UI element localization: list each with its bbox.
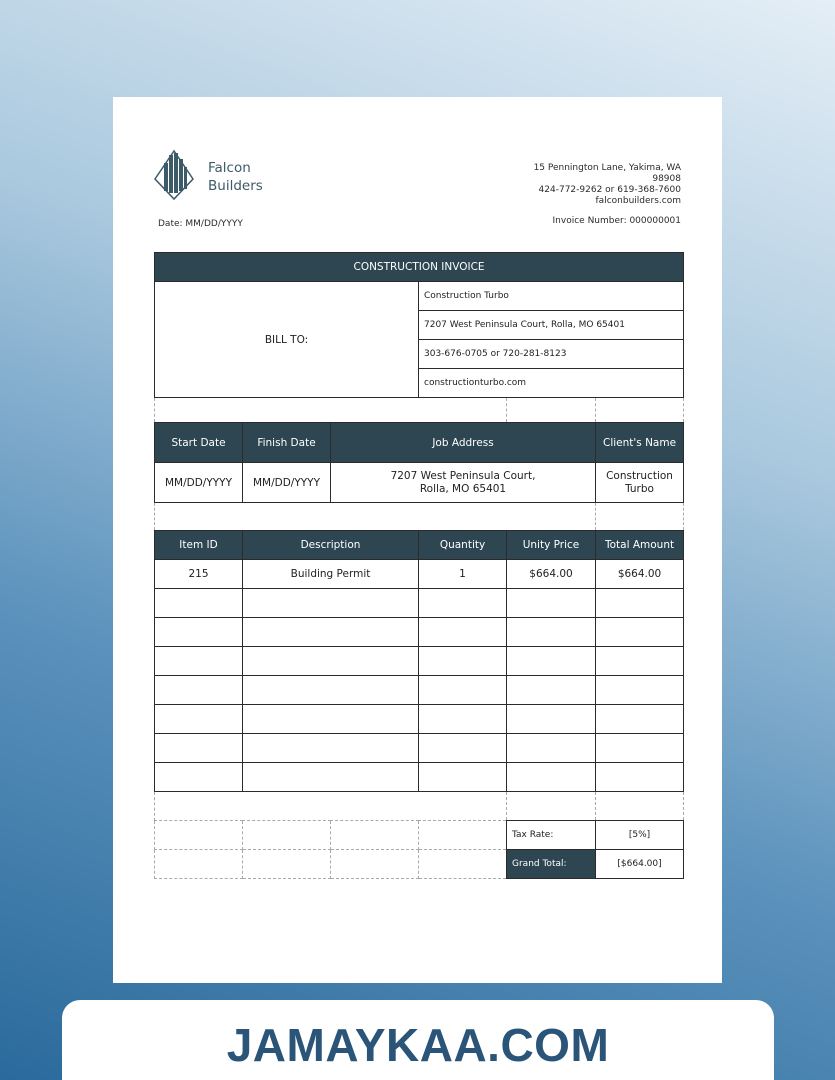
spacer-cell <box>155 850 243 879</box>
total-amount-header: Total Amount <box>596 531 684 560</box>
phone: 424-772-9262 or 619-368-7600 <box>538 185 681 195</box>
company-name-line1: Falcon <box>208 160 251 176</box>
empty-cell <box>243 676 419 705</box>
start-date-value: MM/DD/YYYY <box>155 463 243 503</box>
company-name-line2: Builders <box>208 178 263 194</box>
empty-cell <box>596 647 684 676</box>
bill-to-label: BILL TO: <box>155 282 419 398</box>
empty-cell <box>243 618 419 647</box>
invoice-date: Date: MM/DD/YYYY <box>158 219 243 229</box>
spacer-cell <box>596 503 684 531</box>
empty-cell <box>243 705 419 734</box>
empty-cell <box>596 705 684 734</box>
website: falconbuilders.com <box>595 196 681 206</box>
building-logo-icon <box>153 149 195 201</box>
description-cell: Building Permit <box>243 560 419 589</box>
bill-to-address: 7207 West Peninsula Court, Rolla, MO 65401 <box>419 311 684 340</box>
empty-cell <box>243 647 419 676</box>
empty-cell <box>596 589 684 618</box>
empty-cell <box>507 647 596 676</box>
address-line2: 98908 <box>652 174 681 184</box>
job-address-line2: Rolla, MO 65401 <box>419 482 507 495</box>
spacer-cell <box>507 792 596 821</box>
client-name-line1: Construction <box>606 469 673 482</box>
empty-cell <box>596 676 684 705</box>
table-row <box>155 705 684 734</box>
empty-cell <box>596 618 684 647</box>
empty-cell <box>243 763 419 792</box>
empty-cell <box>155 763 243 792</box>
table-row <box>155 763 684 792</box>
unit-price-header: Unity Price <box>507 531 596 560</box>
finish-date-value: MM/DD/YYYY <box>243 463 331 503</box>
grand-total-value: [$664.00] <box>596 850 684 879</box>
quantity-cell: 1 <box>419 560 507 589</box>
watermark-text: JAMAYKAA.COM <box>226 1019 610 1071</box>
company-contact <box>481 163 681 207</box>
tax-rate-value: [5%] <box>596 821 684 850</box>
invoice-table <box>154 252 684 879</box>
bill-to-name: Construction Turbo <box>419 282 684 311</box>
spacer-cell <box>419 821 507 850</box>
spacer-cell <box>243 850 331 879</box>
company-name <box>208 159 263 195</box>
table-row <box>155 734 684 763</box>
empty-cell <box>243 734 419 763</box>
spacer-cell <box>155 398 507 423</box>
spacer-cell <box>243 821 331 850</box>
table-row <box>155 589 684 618</box>
bill-to-email: constructionturbo.com <box>419 369 684 398</box>
job-address-header: Job Address <box>331 423 596 463</box>
invoice-page <box>113 97 722 983</box>
empty-cell <box>155 676 243 705</box>
table-row <box>155 618 684 647</box>
empty-cell <box>419 705 507 734</box>
empty-cell <box>243 589 419 618</box>
empty-cell <box>155 647 243 676</box>
empty-cell <box>507 618 596 647</box>
client-name-line2: Turbo <box>625 482 654 495</box>
empty-cell <box>155 618 243 647</box>
spacer-cell <box>596 398 684 423</box>
address-line1: 15 Pennington Lane, Yakima, WA <box>533 163 681 173</box>
empty-cell <box>419 763 507 792</box>
table-row <box>155 676 684 705</box>
empty-cell <box>507 763 596 792</box>
spacer-cell <box>596 792 684 821</box>
empty-cell <box>419 647 507 676</box>
empty-cell <box>596 763 684 792</box>
empty-cell <box>155 734 243 763</box>
grand-total-label: Grand Total: <box>507 850 596 879</box>
total-amount-cell: $664.00 <box>596 560 684 589</box>
client-name-header: Client's Name <box>596 423 684 463</box>
invoice-title: CONSTRUCTION INVOICE <box>155 253 684 282</box>
empty-cell <box>507 589 596 618</box>
empty-cell <box>507 734 596 763</box>
job-address-value <box>331 463 596 503</box>
spacer-cell <box>155 503 596 531</box>
table-row <box>155 560 684 589</box>
empty-cell <box>596 734 684 763</box>
empty-cell <box>419 676 507 705</box>
empty-cell <box>507 676 596 705</box>
quantity-header: Quantity <box>419 531 507 560</box>
spacer-cell <box>155 792 507 821</box>
spacer-cell <box>331 850 419 879</box>
client-name-value <box>596 463 684 503</box>
start-date-header: Start Date <box>155 423 243 463</box>
empty-cell <box>419 734 507 763</box>
empty-cell <box>155 589 243 618</box>
invoice-number: Invoice Number: 000000001 <box>552 216 681 226</box>
table-row <box>155 647 684 676</box>
spacer-cell <box>331 821 419 850</box>
bill-to-phone: 303-676-0705 or 720-281-8123 <box>419 340 684 369</box>
item-id-cell: 215 <box>155 560 243 589</box>
job-address-line1: 7207 West Peninsula Court, <box>390 469 536 482</box>
watermark-banner <box>62 1000 774 1080</box>
empty-cell <box>507 705 596 734</box>
empty-cell <box>155 705 243 734</box>
spacer-cell <box>155 821 243 850</box>
empty-cell <box>419 618 507 647</box>
spacer-cell <box>419 850 507 879</box>
spacer-cell <box>507 398 596 423</box>
description-header: Description <box>243 531 419 560</box>
item-id-header: Item ID <box>155 531 243 560</box>
unit-price-cell: $664.00 <box>507 560 596 589</box>
empty-cell <box>419 589 507 618</box>
finish-date-header: Finish Date <box>243 423 331 463</box>
tax-rate-label: Tax Rate: <box>507 821 596 850</box>
